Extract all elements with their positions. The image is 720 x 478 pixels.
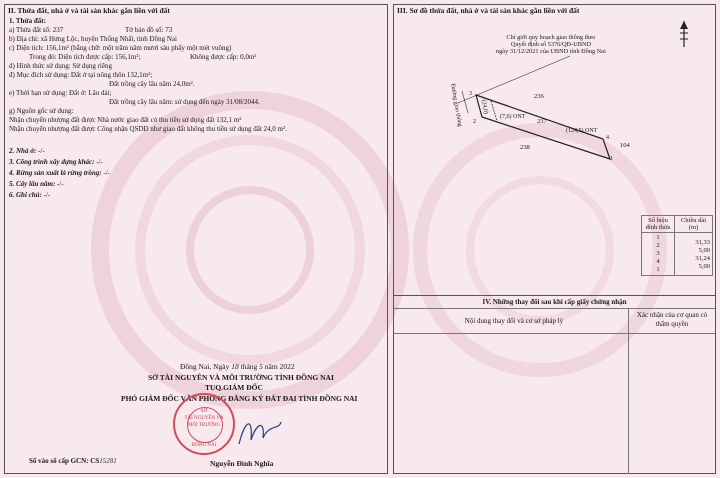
usage-term-2: Đất trồng cây lâu năm: sử dụng đến ngày 31/08/2044. <box>109 98 260 106</box>
planning-note: Chỉ giới quy hoạch giao thông theo Quyết định số 5376/QĐ-UBND ngày 31/12/2021 của UBND tỉnh Đồng Nai <box>496 34 606 55</box>
diagram-heading: III. Sơ đồ thửa đất, nhà ở và tài sản khác gắn liền với đất <box>397 6 580 15</box>
parcel-238: 238 <box>520 144 530 151</box>
other-works-row: 3. Công trình xây dựng khác: -/- <box>9 158 103 166</box>
usage-form: d) Hình thức sử dụng: Sử dụng riêng <box>9 62 112 70</box>
parcel-number: a) Thửa đất số: 237 <box>9 26 64 34</box>
usage-purpose-2: Đất trồng cây lâu năm 24,0m². <box>109 80 195 88</box>
usage-origin-2: Nhận chuyển nhượng đất được Công nhận QSDĐ như giao đất không thu tiền sử dụng đất 24,0 m². <box>9 125 287 133</box>
parcel-heading: 1. Thửa đất: <box>9 17 46 25</box>
table-header-length: Chiều dài (m) <box>675 216 713 233</box>
parcel-236: 236 <box>534 93 544 100</box>
changes-col-confirm: Xác nhận của cơ quan có thẩm quyền <box>636 311 708 328</box>
issuing-org: SỞ TÀI NGUYÊN VÀ MÔI TRƯỜNG TỈNH ĐỒNG NAI <box>148 373 334 382</box>
vertex-2: 2 <box>473 119 476 125</box>
changes-col-content: Nội dung thay đổi và cơ sở pháp lý <box>464 317 564 325</box>
usage-origin-1: Nhận chuyển nhượng đất được Nhà nước giao đất có thu tiền sử dụng đất 132,1 m² <box>9 116 242 124</box>
usage-term: e) Thời hạn sử dụng: Đất ở: Lâu dài; <box>9 89 112 97</box>
road-label: Đường giao thông <box>449 83 463 128</box>
vertex-length-table <box>641 215 713 276</box>
house-row: 2. Nhà ở: -/- <box>9 147 45 155</box>
diagram-panel <box>393 4 716 474</box>
issue-date: Đồng Nai, Ngày 18 tháng 5 năm 2022 <box>180 362 295 371</box>
area-granted: Trong đó: Diện tích được cấp: 156,1m²; <box>29 53 141 61</box>
ont-area-2: (124,5) ONT <box>566 128 598 134</box>
changes-section <box>394 295 715 474</box>
perennial-row: 5. Cây lâu năm: -/- <box>9 180 64 188</box>
map-sheet-number: Tờ bản đồ số: 73 <box>125 26 173 34</box>
usage-origin: g) Nguồn gốc sử dụng: <box>9 107 74 115</box>
side-length: (24,0) <box>480 99 489 115</box>
ont-area-1: (7,6) ONT <box>500 114 526 120</box>
usage-purpose: đ) Mục đích sử dụng: Đất ở tại nông thôn 132,1m²; <box>9 71 153 79</box>
signer-name: Nguyễn Đình Nghĩa <box>210 459 274 468</box>
area-not-granted: Không được cấp: 0,0m² <box>190 53 257 61</box>
section-heading: II. Thửa đất, nhà ở và tài sản khác gắn liền với đất <box>8 6 170 15</box>
parcel-237: 237 <box>537 118 547 125</box>
address: b) Địa chỉ: xã Hưng Lộc, huyện Thống Nhất, tỉnh Đồng Nai <box>9 35 177 43</box>
deputy-director-title: PHÓ GIÁM ĐỐC VĂN PHÒNG ĐĂNG KÝ ĐẤT ĐAI TỈNH ĐỒNG NAI <box>121 394 358 403</box>
area: c) Diện tích: 156,1m² (bằng chữ: một trăm năm mươi sáu phẩy một mét vuông) <box>9 44 232 52</box>
authorization: TUQ.GIÁM ĐỐC <box>205 383 263 392</box>
forest-row: 4. Rừng sản xuất là rừng trồng: -/- <box>9 169 110 177</box>
official-seal: SỞ TÀI NGUYÊN VÀ MÔI TRƯỜNG ĐỒNG NAI <box>173 393 235 455</box>
table-length-cells: 31,33 5,00 31,24 5,00 <box>675 233 713 276</box>
gcn-book-number: Số vào sổ cấp GCN: CS15281 <box>29 457 117 465</box>
signature <box>235 410 285 450</box>
vertex-1: 1 <box>610 156 613 162</box>
notes-row: 6. Ghi chú: -/- <box>9 191 51 199</box>
vertex-3: 3 <box>469 91 472 97</box>
table-vertex-cells: 1 2 3 4 1 <box>642 233 675 276</box>
parcel-104: 104 <box>620 142 630 149</box>
changes-heading: IV. Những thay đổi sau khi cấp giấy chứng nhận <box>482 298 627 306</box>
land-info-panel <box>4 4 388 474</box>
vertex-4: 4 <box>606 135 609 141</box>
table-header-vertex: Số hiệu đỉnh thửa <box>642 216 675 233</box>
